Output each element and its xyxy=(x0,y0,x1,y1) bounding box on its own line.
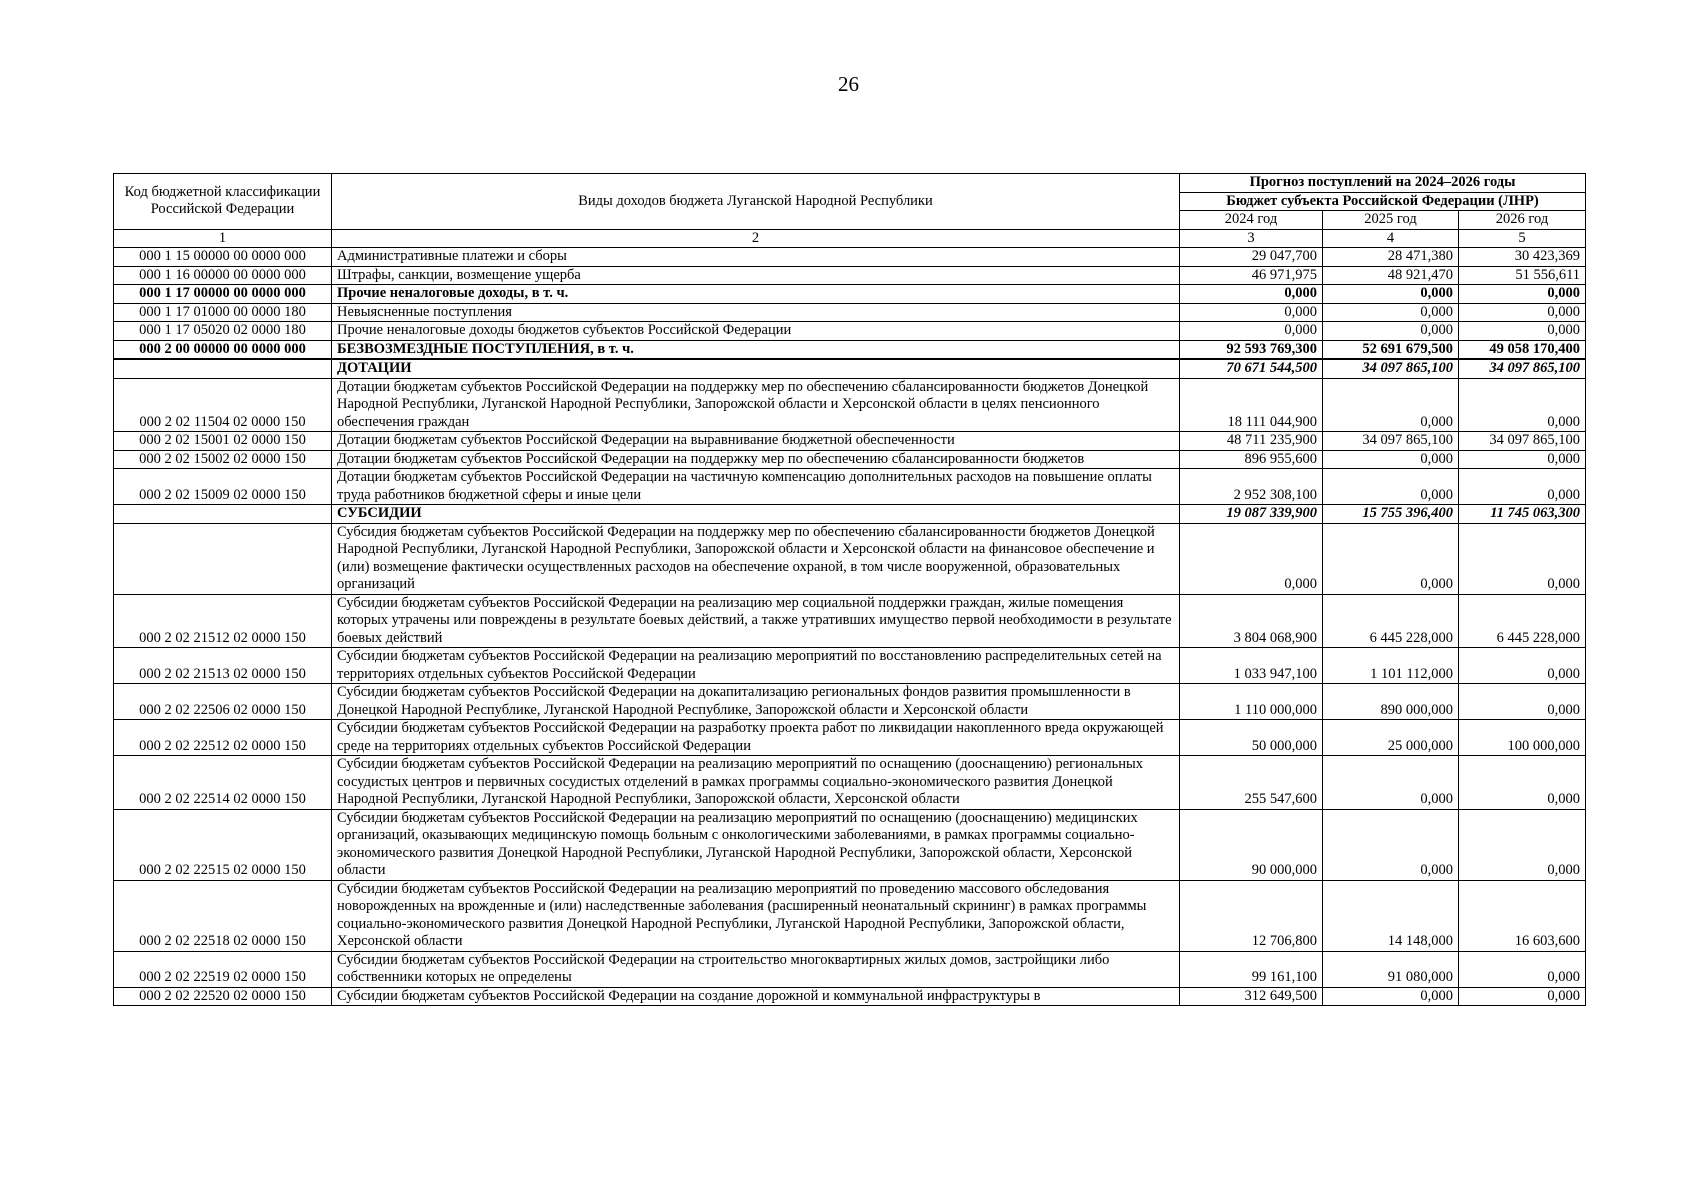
table-row xyxy=(114,648,1586,684)
value-2025-cell: 52 691 679,500 xyxy=(1323,340,1459,359)
table-row xyxy=(114,322,1586,341)
table-row xyxy=(114,684,1586,720)
table-row xyxy=(114,880,1586,951)
value-2026-cell: 0,000 xyxy=(1459,303,1586,322)
value-2024-cell: 1 033 947,100 xyxy=(1180,648,1323,684)
value-2026-cell: 0,000 xyxy=(1459,756,1586,810)
value-2024-cell: 0,000 xyxy=(1180,523,1323,594)
value-2026-cell: 0,000 xyxy=(1459,951,1586,987)
header-code: Код бюджетной классификации Российской Федерации xyxy=(114,174,332,230)
code-cell: 000 2 02 15002 02 0000 150 xyxy=(114,450,332,469)
value-2024-cell: 896 955,600 xyxy=(1180,450,1323,469)
table-row xyxy=(114,450,1586,469)
name-cell: Дотации бюджетам субъектов Российской Федерации на частичную компенсацию дополнительных расходов на повышение оплаты труда работников бюджетной сферы и иные цели xyxy=(332,469,1180,505)
code-cell xyxy=(114,505,332,524)
value-2024-cell: 0,000 xyxy=(1180,285,1323,304)
name-cell: Прочие неналоговые доходы, в т. ч. xyxy=(332,285,1180,304)
value-2026-cell: 0,000 xyxy=(1459,450,1586,469)
name-cell: Субсидии бюджетам субъектов Российской Федерации на реализацию мероприятий по оснащению (дооснащению) медицинских организаций, оказывающих медицинскую помощь больным с онкологическими заболеваниями, в рамках программы социально-экономического развития Донецкой Народной Республики, Луганской Народной Республики, Запорожской области, Херсонской области xyxy=(332,809,1180,880)
budget-revenue-table xyxy=(113,173,1586,1006)
header-year-2026: 2026 год xyxy=(1459,211,1586,230)
table-row xyxy=(114,340,1586,359)
value-2025-cell: 6 445 228,000 xyxy=(1323,594,1459,648)
table-row xyxy=(114,951,1586,987)
page-number: 26 xyxy=(838,72,859,96)
value-2026-cell: 0,000 xyxy=(1459,648,1586,684)
value-2024-cell: 29 047,700 xyxy=(1180,248,1323,267)
table-row xyxy=(114,285,1586,304)
value-2025-cell: 1 101 112,000 xyxy=(1323,648,1459,684)
header-budget: Бюджет субъекта Российской Федерации (ЛНР) xyxy=(1180,192,1586,211)
value-2025-cell: 25 000,000 xyxy=(1323,720,1459,756)
value-2025-cell: 91 080,000 xyxy=(1323,951,1459,987)
value-2024-cell: 92 593 769,300 xyxy=(1180,340,1323,359)
col-number-1: 1 xyxy=(114,229,332,248)
table-row xyxy=(114,359,1586,378)
name-cell: Субсидии бюджетам субъектов Российской Федерации на реализацию мероприятий по восстановлению распределительных сетей на территориях отдельных субъектов Российской Федерации xyxy=(332,648,1180,684)
value-2026-cell: 0,000 xyxy=(1459,987,1586,1006)
code-cell: 000 2 02 21513 02 0000 150 xyxy=(114,648,332,684)
value-2026-cell: 0,000 xyxy=(1459,469,1586,505)
value-2026-cell: 16 603,600 xyxy=(1459,880,1586,951)
value-2026-cell: 49 058 170,400 xyxy=(1459,340,1586,359)
table-row xyxy=(114,987,1586,1006)
table-row xyxy=(114,594,1586,648)
code-cell: 000 2 02 22512 02 0000 150 xyxy=(114,720,332,756)
value-2026-cell: 34 097 865,100 xyxy=(1459,359,1586,378)
value-2025-cell: 48 921,470 xyxy=(1323,266,1459,285)
value-2025-cell: 14 148,000 xyxy=(1323,880,1459,951)
table-row xyxy=(114,523,1586,594)
table-row xyxy=(114,303,1586,322)
value-2024-cell: 70 671 544,500 xyxy=(1180,359,1323,378)
value-2025-cell: 0,000 xyxy=(1323,523,1459,594)
table-row xyxy=(114,248,1586,267)
col-number-2: 2 xyxy=(332,229,1180,248)
value-2024-cell: 1 110 000,000 xyxy=(1180,684,1323,720)
code-cell: 000 2 02 21512 02 0000 150 xyxy=(114,594,332,648)
value-2026-cell: 100 000,000 xyxy=(1459,720,1586,756)
name-cell: Субсидии бюджетам субъектов Российской Федерации на реализацию мер социальной поддержки граждан, жилые помещения которых утрачены или повреждены в результате боевых действий, а также утративших имущество первой необходимости в результате боевых действий xyxy=(332,594,1180,648)
table-row xyxy=(114,469,1586,505)
name-cell: СУБСИДИИ xyxy=(332,505,1180,524)
name-cell: Субсидии бюджетам субъектов Российской Федерации на создание дорожной и коммунальной инфраструктуры в xyxy=(332,987,1180,1006)
name-cell: Прочие неналоговые доходы бюджетов субъектов Российской Федерации xyxy=(332,322,1180,341)
code-cell: 000 1 16 00000 00 0000 000 xyxy=(114,266,332,285)
table-row xyxy=(114,432,1586,451)
value-2026-cell: 0,000 xyxy=(1459,809,1586,880)
value-2026-cell: 30 423,369 xyxy=(1459,248,1586,267)
value-2026-cell: 0,000 xyxy=(1459,523,1586,594)
name-cell: Субсидии бюджетам субъектов Российской Федерации на реализацию мероприятий по проведению массового обследования новорожденных на врожденные и (или) наследственные заболевания (расширенный неонатальный скрининг) в рамках программы социально-экономического развития Донецкой Народной Республики, Луганской Народной Республики, Запорожской области, Херсонской области xyxy=(332,880,1180,951)
name-cell: Штрафы, санкции, возмещение ущерба xyxy=(332,266,1180,285)
value-2024-cell: 12 706,800 xyxy=(1180,880,1323,951)
value-2024-cell: 46 971,975 xyxy=(1180,266,1323,285)
table-body xyxy=(114,248,1586,1006)
name-cell: Невыясненные поступления xyxy=(332,303,1180,322)
table-row xyxy=(114,809,1586,880)
table-row xyxy=(114,505,1586,524)
code-cell: 000 2 02 22520 02 0000 150 xyxy=(114,987,332,1006)
value-2025-cell: 890 000,000 xyxy=(1323,684,1459,720)
code-cell: 000 2 02 15001 02 0000 150 xyxy=(114,432,332,451)
value-2026-cell: 0,000 xyxy=(1459,322,1586,341)
col-number-5: 5 xyxy=(1459,229,1586,248)
col-number-3: 3 xyxy=(1180,229,1323,248)
value-2026-cell: 11 745 063,300 xyxy=(1459,505,1586,524)
value-2025-cell: 0,000 xyxy=(1323,809,1459,880)
table-row xyxy=(114,378,1586,432)
value-2026-cell: 0,000 xyxy=(1459,378,1586,432)
header-year-2025: 2025 год xyxy=(1323,211,1459,230)
value-2025-cell: 0,000 xyxy=(1323,987,1459,1006)
header-name: Виды доходов бюджета Луганской Народной Республики xyxy=(332,174,1180,230)
code-cell xyxy=(114,359,332,378)
name-cell: БЕЗВОЗМЕЗДНЫЕ ПОСТУПЛЕНИЯ, в т. ч. xyxy=(332,340,1180,359)
name-cell: Субсидии бюджетам субъектов Российской Федерации на строительство многоквартирных жилых домов, застройщики либо собственники которых не определены xyxy=(332,951,1180,987)
name-cell: Дотации бюджетам субъектов Российской Федерации на поддержку мер по обеспечению сбалансированности бюджетов Донецкой Народной Республики, Луганской Народной Республики, Запорожской области и Херсонской области в целях пенсионного обеспечения граждан xyxy=(332,378,1180,432)
name-cell: Субсидии бюджетам субъектов Российской Федерации на реализацию мероприятий по оснащению (дооснащению) региональных сосудистых центров и первичных сосудистых отделений в рамках программы социально-экономического развития Донецкой Народной Республики, Луганской Народной Республики, Запорожской области, Херсонской области xyxy=(332,756,1180,810)
code-cell: 000 2 02 22518 02 0000 150 xyxy=(114,880,332,951)
table-row xyxy=(114,720,1586,756)
value-2024-cell: 90 000,000 xyxy=(1180,809,1323,880)
name-cell: Субсидии бюджетам субъектов Российской Федерации на докапитализацию региональных фондов развития промышленности в Донецкой Народной Республике, Луганской Народной Республике, Запорожской области и Херсонской области xyxy=(332,684,1180,720)
value-2026-cell: 51 556,611 xyxy=(1459,266,1586,285)
value-2025-cell: 15 755 396,400 xyxy=(1323,505,1459,524)
value-2025-cell: 34 097 865,100 xyxy=(1323,359,1459,378)
value-2025-cell: 0,000 xyxy=(1323,450,1459,469)
value-2024-cell: 0,000 xyxy=(1180,322,1323,341)
value-2025-cell: 28 471,380 xyxy=(1323,248,1459,267)
code-cell: 000 2 02 22519 02 0000 150 xyxy=(114,951,332,987)
value-2024-cell: 48 711 235,900 xyxy=(1180,432,1323,451)
value-2024-cell: 18 111 044,900 xyxy=(1180,378,1323,432)
table-row xyxy=(114,266,1586,285)
value-2025-cell: 0,000 xyxy=(1323,756,1459,810)
table-row xyxy=(114,756,1586,810)
code-cell: 000 1 15 00000 00 0000 000 xyxy=(114,248,332,267)
col-number-4: 4 xyxy=(1323,229,1459,248)
value-2025-cell: 0,000 xyxy=(1323,322,1459,341)
value-2024-cell: 19 087 339,900 xyxy=(1180,505,1323,524)
value-2024-cell: 3 804 068,900 xyxy=(1180,594,1323,648)
name-cell: Дотации бюджетам субъектов Российской Федерации на выравнивание бюджетной обеспеченности xyxy=(332,432,1180,451)
value-2024-cell: 2 952 308,100 xyxy=(1180,469,1323,505)
value-2025-cell: 0,000 xyxy=(1323,285,1459,304)
value-2025-cell: 0,000 xyxy=(1323,469,1459,505)
code-cell: 000 2 02 15009 02 0000 150 xyxy=(114,469,332,505)
code-cell: 000 2 02 22506 02 0000 150 xyxy=(114,684,332,720)
value-2026-cell: 0,000 xyxy=(1459,285,1586,304)
value-2026-cell: 6 445 228,000 xyxy=(1459,594,1586,648)
name-cell: Дотации бюджетам субъектов Российской Федерации на поддержку мер по обеспечению сбалансированности бюджетов xyxy=(332,450,1180,469)
code-cell: 000 1 17 05020 02 0000 180 xyxy=(114,322,332,341)
name-cell: ДОТАЦИИ xyxy=(332,359,1180,378)
code-cell: 000 1 17 01000 00 0000 180 xyxy=(114,303,332,322)
value-2026-cell: 0,000 xyxy=(1459,684,1586,720)
name-cell: Субсидия бюджетам субъектов Российской Федерации на поддержку мер по обеспечению сбалансированности бюджетов Донецкой Народной Республики, Луганской Народной Республики, Запорожской области и Херсонской области на финансовое обеспечение и (или) возмещение фактически осуществленных расходов на обеспечение охраной, в том числе вооруженной, образовательных организаций xyxy=(332,523,1180,594)
header-year-2024: 2024 год xyxy=(1180,211,1323,230)
code-cell: 000 1 17 00000 00 0000 000 xyxy=(114,285,332,304)
value-2025-cell: 0,000 xyxy=(1323,378,1459,432)
value-2024-cell: 255 547,600 xyxy=(1180,756,1323,810)
value-2025-cell: 34 097 865,100 xyxy=(1323,432,1459,451)
header-forecast: Прогноз поступлений на 2024–2026 годы xyxy=(1180,174,1586,193)
value-2024-cell: 312 649,500 xyxy=(1180,987,1323,1006)
code-cell: 000 2 00 00000 00 0000 000 xyxy=(114,340,332,359)
value-2024-cell: 0,000 xyxy=(1180,303,1323,322)
code-cell xyxy=(114,523,332,594)
code-cell: 000 2 02 22514 02 0000 150 xyxy=(114,756,332,810)
value-2026-cell: 34 097 865,100 xyxy=(1459,432,1586,451)
value-2024-cell: 50 000,000 xyxy=(1180,720,1323,756)
value-2025-cell: 0,000 xyxy=(1323,303,1459,322)
name-cell: Административные платежи и сборы xyxy=(332,248,1180,267)
name-cell: Субсидии бюджетам субъектов Российской Федерации на разработку проекта работ по ликвидации накопленного вреда окружающей среде на территориях отдельных субъектов Российской Федерации xyxy=(332,720,1180,756)
code-cell: 000 2 02 22515 02 0000 150 xyxy=(114,809,332,880)
code-cell: 000 2 02 11504 02 0000 150 xyxy=(114,378,332,432)
value-2024-cell: 99 161,100 xyxy=(1180,951,1323,987)
